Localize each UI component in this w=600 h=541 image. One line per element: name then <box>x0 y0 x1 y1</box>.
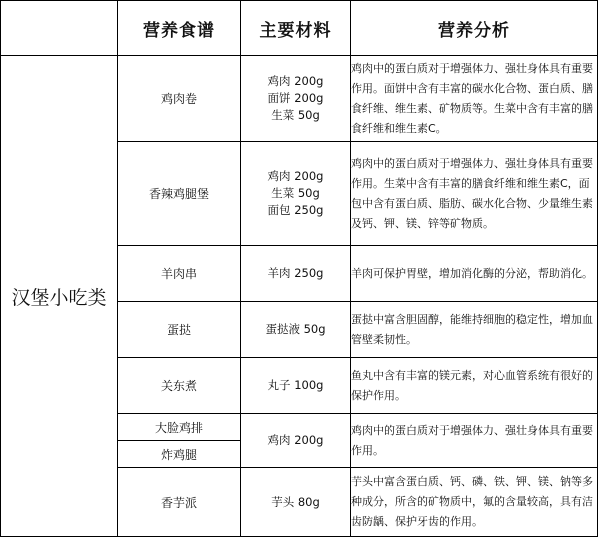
material-item: 芋头 80g <box>271 494 320 509</box>
material-item: 面包 250g <box>267 203 324 217</box>
header-row <box>1 1 598 56</box>
materials-cell <box>241 414 351 468</box>
materials-cell <box>241 358 351 414</box>
material-item: 鸡肉 200g <box>267 74 324 88</box>
dish-name: 关东煮 <box>118 358 241 414</box>
materials-cell <box>241 56 351 142</box>
material-item: 面饼 200g <box>267 91 324 105</box>
header-materials: 主要材料 <box>241 1 351 56</box>
material-item: 鸡肉 200g <box>267 433 324 447</box>
material-item: 蛋挞液 50g <box>265 322 326 336</box>
materials-cell <box>241 468 351 537</box>
dish-name: 香辣鸡腿堡 <box>118 142 241 246</box>
header-analysis: 营养分析 <box>351 1 598 56</box>
analysis-cell: 鸡肉中的蛋白质对于增强体力、强壮身体具有重要作用。面饼中含有丰富的碳水化合物、蛋白质、膳食纤维、维生素、矿物质等。生菜中含有丰富的膳食纤维和维生素C。 <box>351 56 598 142</box>
dish-name: 香芋派 <box>118 468 241 537</box>
analysis-cell: 芋头中富含蛋白质、钙、磷、铁、钾、镁、钠等多种成分，所含的矿物质中，氟的含量较高，具有洁齿防龋、保护牙齿的作用。 <box>351 468 598 537</box>
material-item: 羊肉 250g <box>267 266 324 280</box>
header-blank-cell <box>1 1 118 56</box>
material-item: 生菜 50g <box>271 186 320 200</box>
dish-name: 大脸鸡排 <box>118 414 241 441</box>
dish-name: 羊肉串 <box>118 246 241 302</box>
analysis-cell: 鱼丸中含有丰富的镁元素，对心血管系统有很好的保护作用。 <box>351 358 598 414</box>
materials-cell <box>241 302 351 358</box>
analysis-cell: 蛋挞中富含胆固醇，能维持细胞的稳定性，增加血管壁柔韧性。 <box>351 302 598 358</box>
dish-name: 蛋挞 <box>118 302 241 358</box>
dish-name: 炸鸡腿 <box>118 441 241 468</box>
category-cell: 汉堡小吃类 <box>1 56 118 537</box>
analysis-cell: 羊肉可保护胃壁，增加消化酶的分泌，帮助消化。 <box>351 246 598 302</box>
table-row <box>1 56 598 142</box>
materials-cell <box>241 246 351 302</box>
material-item: 生菜 50g <box>271 108 320 122</box>
material-item: 鸡肉 200g <box>267 169 324 183</box>
analysis-cell: 鸡肉中的蛋白质对于增强体力、强壮身体具有重要作用。 <box>351 414 598 468</box>
header-recipe: 营养食谱 <box>118 1 241 56</box>
analysis-cell: 鸡肉中的蛋白质对于增强体力、强壮身体具有重要作用。生菜中含有丰富的膳食纤维和维生素C，面包中含有蛋白质、脂肪、碳水化合物、少量维生素及钙、钾、镁、锌等矿物质。 <box>351 142 598 246</box>
material-item: 丸子 100g <box>267 378 324 392</box>
materials-cell <box>241 142 351 246</box>
dish-name: 鸡肉卷 <box>118 56 241 142</box>
